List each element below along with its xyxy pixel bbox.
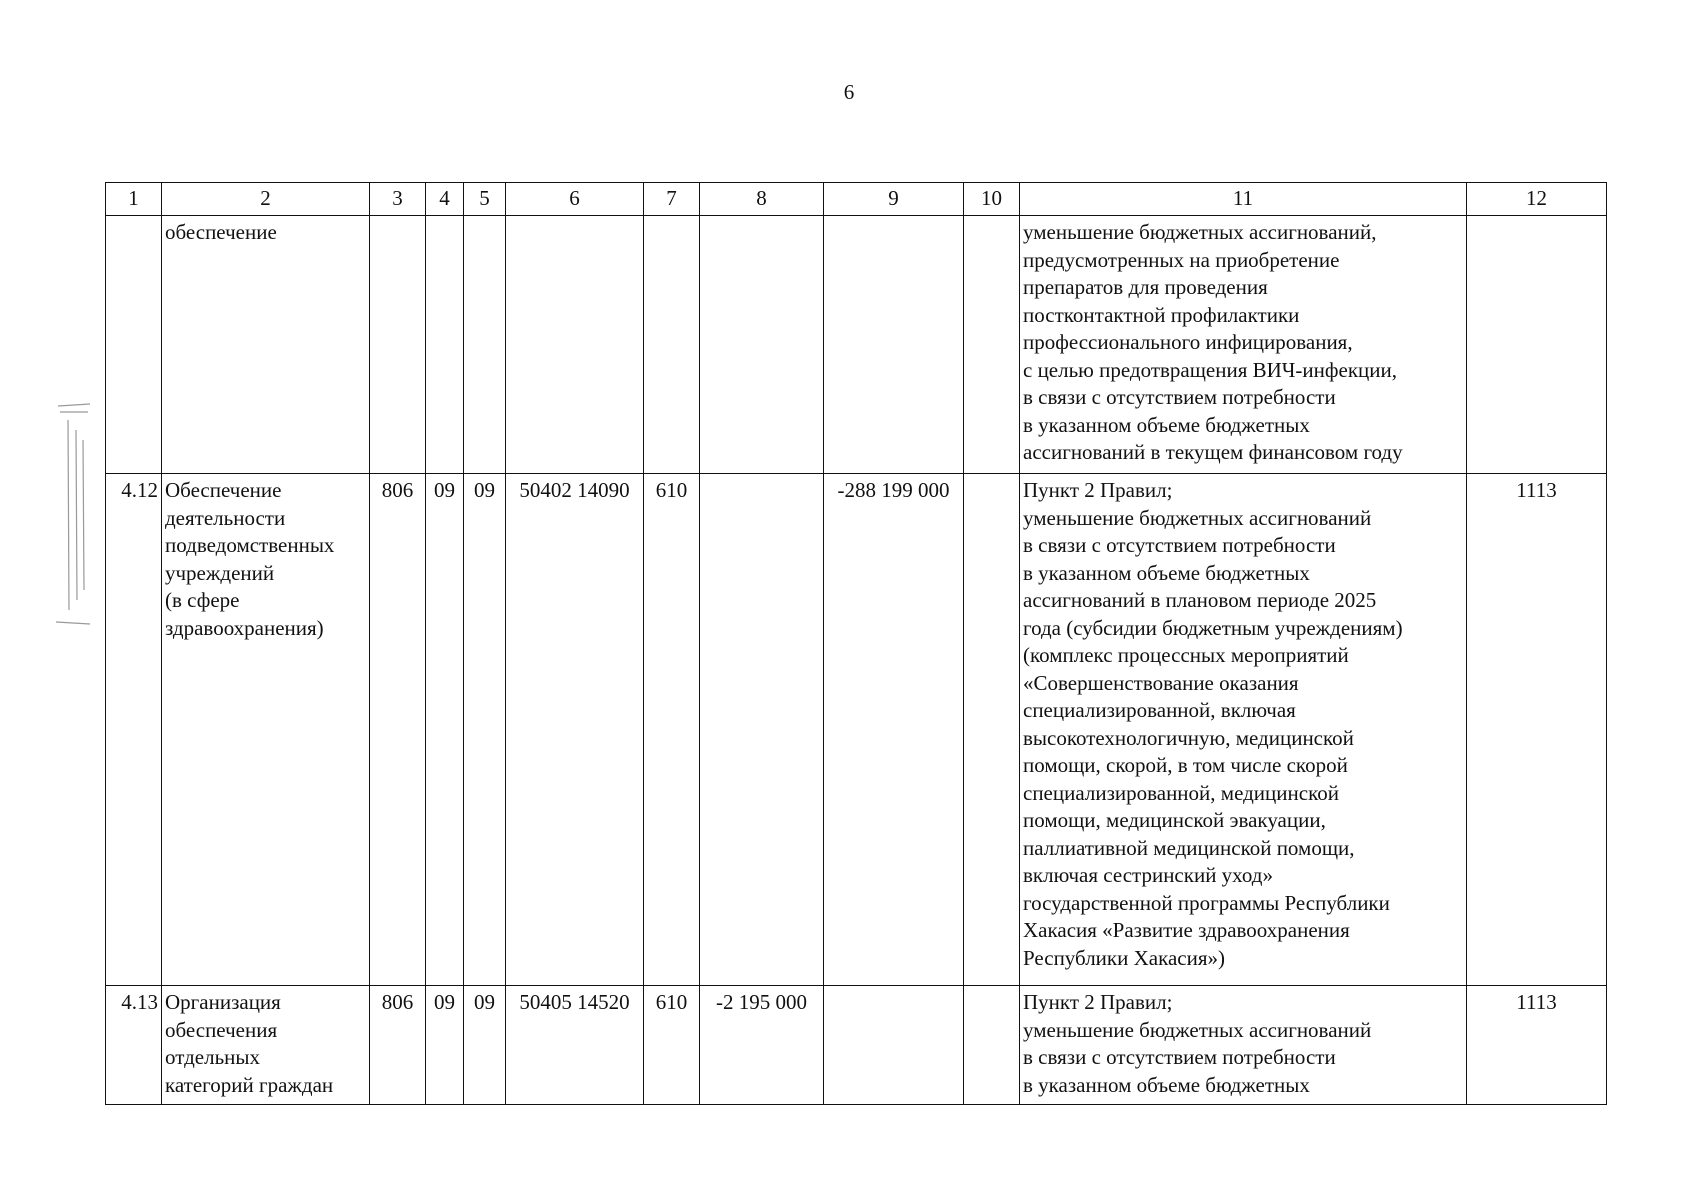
header-cell: 1 [106,183,162,216]
cell-col7: 610 [644,986,700,1105]
cell-col3: 806 [370,986,426,1105]
cell-col3: 806 [370,474,426,986]
table-row [106,986,1607,1105]
row-name: обеспечение [162,216,370,474]
row-name: Обеспечение деятельности подведомственных учреждений (в сфере здравоохранения) [162,474,370,986]
cell-col12: 1113 [1467,474,1607,986]
header-cell: 2 [162,183,370,216]
cell-col10 [964,474,1020,986]
cell-col8 [700,216,824,474]
cell-col9: -288 199 000 [824,474,964,986]
header-cell: 11 [1020,183,1467,216]
cell-col9 [824,216,964,474]
cell-col6: 50402 14090 [506,474,644,986]
row-number: 4.13 [106,986,162,1105]
row-number: 4.12 [106,474,162,986]
table-row [106,474,1607,986]
cell-col10 [964,216,1020,474]
cell-col5: 09 [464,986,506,1105]
cell-col4: 09 [426,986,464,1105]
page-number: 6 [843,80,855,104]
margin-stamp [50,400,92,630]
cell-col6 [506,216,644,474]
cell-col7 [644,216,700,474]
cell-col8 [700,474,824,986]
cell-col7: 610 [644,474,700,986]
cell-col6: 50405 14520 [506,986,644,1105]
cell-col3 [370,216,426,474]
cell-col4: 09 [426,474,464,986]
cell-col8: -2 195 000 [700,986,824,1105]
cell-col9 [824,986,964,1105]
cell-col5 [464,216,506,474]
header-cell: 3 [370,183,426,216]
header-cell: 8 [700,183,824,216]
header-cell: 12 [1467,183,1607,216]
cell-col5: 09 [464,474,506,986]
cell-col12: 1113 [1467,986,1607,1105]
header-cell: 9 [824,183,964,216]
row-note: уменьшение бюджетных ассигнований, предусмотренных на приобретение препаратов для проведения постконтактной профилактики профессионального инфицирования, с целью предотвращения ВИЧ-инфекции, в связи с отсутствием потребности в указанном объеме бюджетных ассигнований в текущем финансовом году [1020,216,1467,474]
cell-col10 [964,986,1020,1105]
cell-col4 [426,216,464,474]
table-row [106,216,1607,474]
header-cell: 5 [464,183,506,216]
row-number [106,216,162,474]
header-cell: 6 [506,183,644,216]
row-name: Организация обеспечения отдельных категорий граждан [162,986,370,1105]
budget-table [105,182,1607,1105]
row-note: Пункт 2 Правил; уменьшение бюджетных ассигнований в связи с отсутствием потребности в указанном объеме бюджетных [1020,986,1467,1105]
header-cell: 4 [426,183,464,216]
cell-col12 [1467,216,1607,474]
header-cell: 7 [644,183,700,216]
row-note: Пункт 2 Правил; уменьшение бюджетных ассигнований в связи с отсутствием потребности в указанном объеме бюджетных ассигнований в плановом периоде 2025 года (субсидии бюджетным учреждениям) (комплекс процессных мероприятий «Совершенствование оказания специализированной, включая высокотехнологичную, медицинской помощи, скорой, в том числе скорой специализированной, медицинской помощи, медицинской эвакуации, паллиативной медицинской помощи, включая сестринский уход» государственной программы Республики Хакасия «Развитие здравоохранения Республики Хакасия») [1020,474,1467,986]
table-header-row [106,183,1607,216]
header-cell: 10 [964,183,1020,216]
